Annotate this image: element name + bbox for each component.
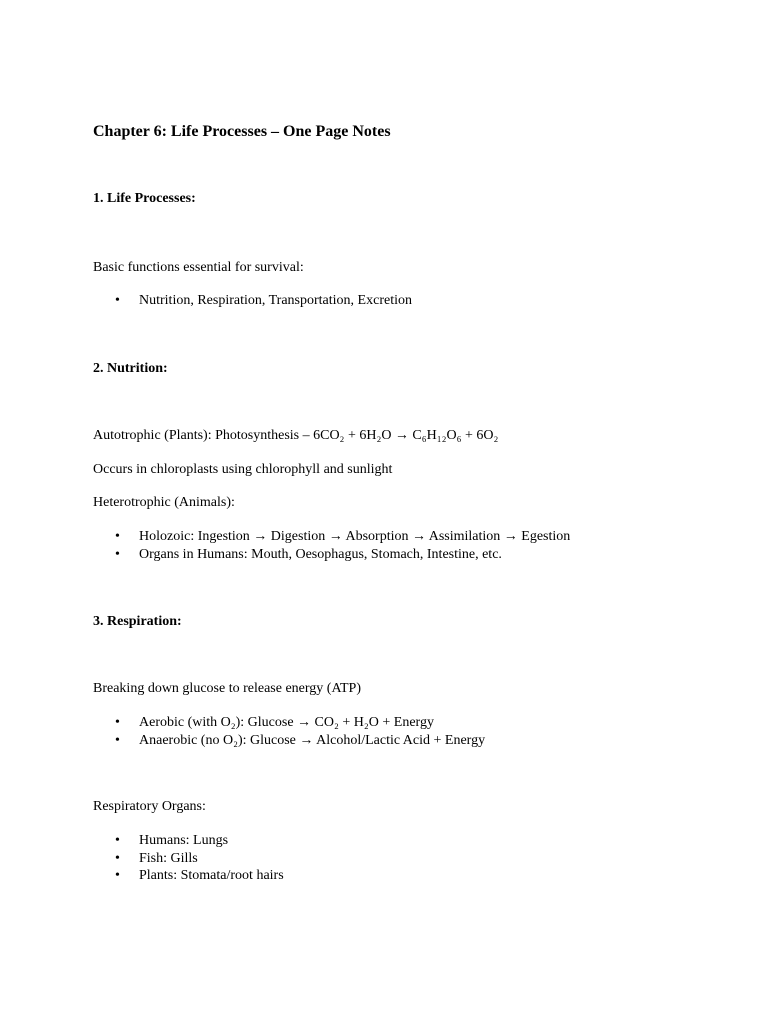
respiration-intro: Breaking down glucose to release energy (ATP): [93, 681, 361, 696]
chloroplasts-line: Occurs in chloroplasts using chlorophyll and sunlight: [93, 462, 393, 477]
heterotrophic-line: Heterotrophic (Animals):: [93, 495, 235, 510]
list-item-text: Fish: Gills: [139, 850, 198, 866]
section-heading-life-processes: 1. Life Processes:: [93, 191, 196, 206]
list-item-text: Organs in Humans: Mouth, Oesophagus, Stomach, Intestine, etc.: [139, 546, 502, 562]
list-item-text: Humans: Lungs: [139, 833, 229, 848]
list-item-text: Anaerobic (no O₂): Glucose → Alcohol/Lactic Acid + Energy: [139, 732, 486, 748]
list-item-text: Plants: Stomata/root hairs: [139, 868, 284, 883]
list-item-text: Nutrition, Respiration, Transportation, Excretion: [139, 293, 412, 308]
bullet-icon: •: [115, 833, 120, 848]
bullet-icon: •: [115, 732, 120, 748]
life-processes-intro: Basic functions essential for survival:: [93, 260, 304, 275]
bullet-icon: •: [115, 715, 120, 730]
section-heading-respiration: 3. Respiration:: [93, 614, 182, 629]
bullet-icon: •: [115, 850, 120, 866]
list-item-text: Aerobic (with O₂): Glucose → CO₂ + H₂O + Energy: [139, 715, 434, 730]
autotrophic-line: Autotrophic (Plants): Photosynthesis – 6CO₂ + 6H₂O → C₆H₁₂O₆ + 6O₂: [93, 428, 499, 443]
bullet-icon: •: [115, 546, 120, 562]
bullet-icon: •: [115, 868, 120, 883]
list-item-text: Holozoic: Ingestion → Digestion → Absorption → Assimilation → Egestion: [139, 529, 571, 544]
page-title: Chapter 6: Life Processes – One Page Notes: [93, 123, 391, 140]
bullet-icon: •: [115, 293, 120, 308]
respiratory-organs-label: Respiratory Organs:: [93, 799, 206, 814]
section-heading-nutrition: 2. Nutrition:: [93, 361, 168, 376]
bullet-icon: •: [115, 529, 120, 544]
